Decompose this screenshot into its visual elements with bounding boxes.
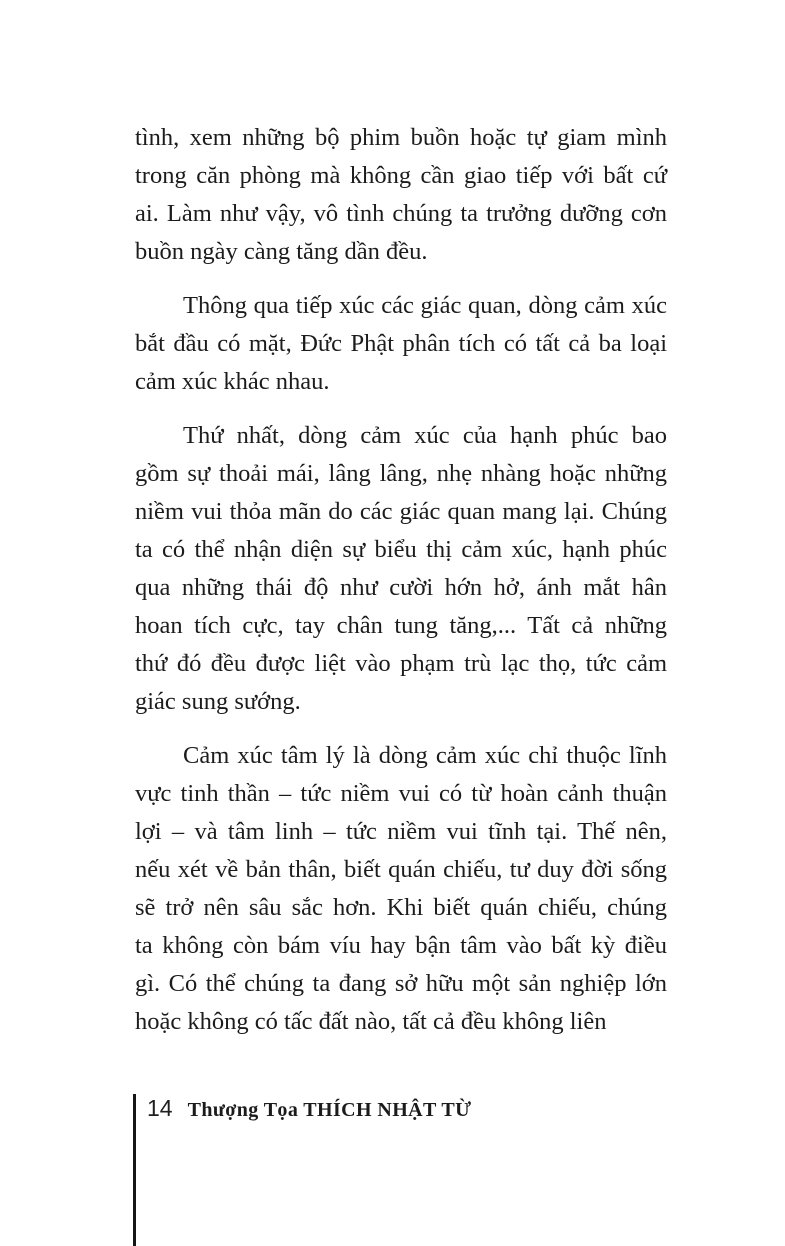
paragraph — [135, 737, 667, 1041]
text-line: niềm vui thỏa mãn do các giác quan mang lại. Chúng — [135, 498, 667, 525]
text-line: trong căn phòng mà không cần giao tiếp với bất cứ — [135, 162, 667, 189]
body-text — [135, 119, 667, 1057]
text-line: qua những thái độ như cười hớn hở, ánh mắt hân — [135, 574, 667, 601]
text-line: nếu xét về bản thân, biết quán chiếu, tư duy đời sống — [135, 856, 667, 883]
running-title: Thượng Tọa THÍCH NHẬT TỪ — [187, 1099, 472, 1121]
text-line: thứ đó đều được liệt vào phạm trù lạc thọ, tức cảm — [135, 650, 667, 677]
text-line: tình, xem những bộ phim buồn hoặc tự giam mình — [135, 124, 667, 151]
footer-row — [147, 1094, 471, 1122]
paragraph — [135, 119, 667, 271]
page-number: 14 — [147, 1095, 173, 1121]
paragraph — [135, 287, 667, 401]
text-line: gì. Có thể chúng ta đang sở hữu một sản nghiệp lớn — [135, 970, 667, 997]
text-line: hoặc không có tấc đất nào, tất cả đều không liên — [135, 1008, 607, 1035]
text-line: cảm xúc khác nhau. — [135, 368, 330, 395]
text-line: buồn ngày càng tăng dần đều. — [135, 238, 428, 265]
text-line: Cảm xúc tâm lý là dòng cảm xúc chỉ thuộc lĩnh — [183, 742, 667, 769]
text-line: gồm sự thoải mái, lâng lâng, nhẹ nhàng hoặc những — [135, 460, 667, 487]
text-line: giác sung sướng. — [135, 688, 301, 715]
text-line: ta không còn bám víu hay bận tâm vào bất kỳ điều — [135, 932, 667, 959]
text-line: bắt đầu có mặt, Đức Phật phân tích có tất cả ba loại — [135, 330, 667, 357]
text-line: Thông qua tiếp xúc các giác quan, dòng cảm xúc — [183, 292, 667, 319]
paragraph — [135, 417, 667, 721]
text-line: lợi – và tâm linh – tức niềm vui tĩnh tại. Thế nên, — [135, 818, 667, 845]
text-line: ta có thể nhận diện sự biểu thị cảm xúc, hạnh phúc — [135, 536, 667, 563]
text-line: ai. Làm như vậy, vô tình chúng ta trưởng dưỡng cơn — [135, 200, 667, 227]
text-line: Thứ nhất, dòng cảm xúc của hạnh phúc bao — [183, 422, 667, 449]
text-line: hoan tích cực, tay chân tung tăng,... Tất cả những — [135, 612, 667, 639]
text-line: vực tinh thần – tức niềm vui có từ hoàn cảnh thuận — [135, 780, 667, 807]
text-line: sẽ trở nên sâu sắc hơn. Khi biết quán chiếu, chúng — [135, 894, 667, 921]
page-footer — [133, 1094, 471, 1246]
